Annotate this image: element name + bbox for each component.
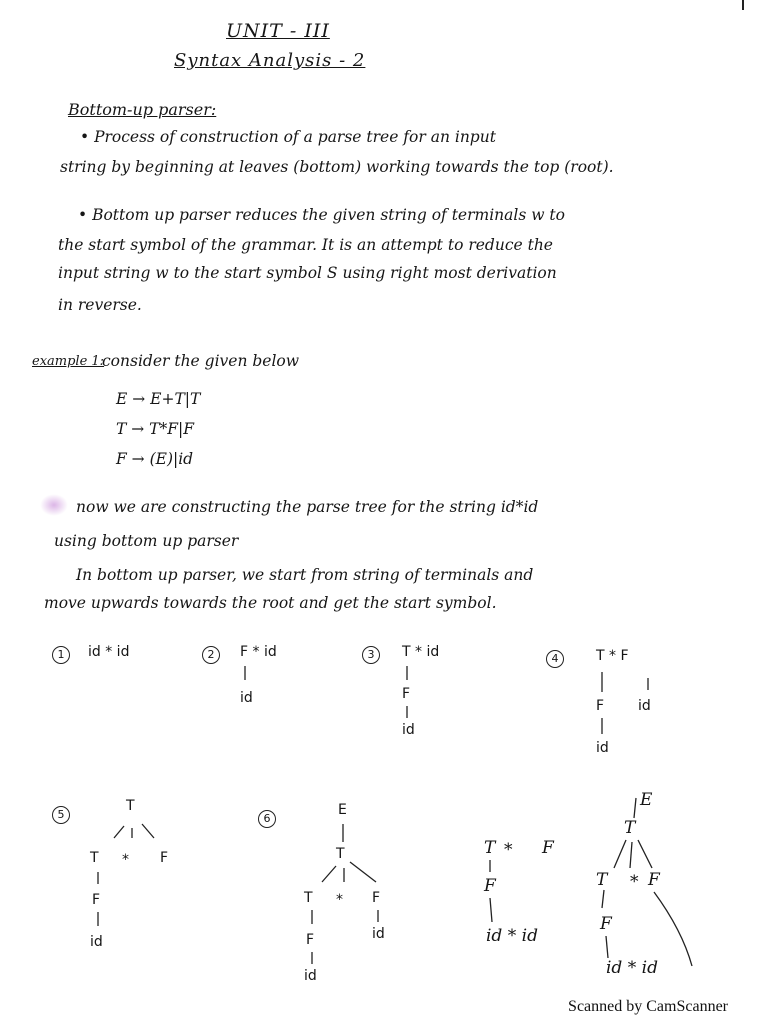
paragraph-1-line-1: • Process of construction of a parse tree for an input [80, 128, 496, 146]
side-tree-a-bottom: id * id [486, 926, 538, 946]
side-tree-a-t: T [484, 838, 496, 858]
side-tree-a-f: F [542, 838, 554, 858]
step-4-left-leaf: id [596, 740, 609, 756]
paragraph-1-line-2: string by beginning at leaves (bottom) working towards the top (root). [60, 158, 614, 176]
step-3-edges [402, 644, 492, 744]
step-6-tree [296, 802, 406, 992]
side-tree-b-star: * [630, 872, 639, 892]
paragraph-2-line-1: • Bottom up parser reduces the given string of terminals w to [78, 206, 565, 224]
step-5-t: T [90, 850, 99, 866]
step-3-string: T * id [402, 644, 440, 660]
step-6-number: 6 [258, 810, 276, 828]
step-4-right-leaf: id [638, 698, 651, 714]
step-5-tree [84, 798, 194, 958]
step-6-f2: F [306, 932, 315, 948]
example-label: example 1: [32, 354, 105, 369]
step-3-tree [402, 644, 492, 744]
paragraph-2-line-2: the start symbol of the grammar. It is an attempt to reduce the [58, 236, 553, 254]
step-5-leaf: id [90, 934, 103, 950]
side-tree-b [592, 790, 712, 990]
step-5-f: F [160, 850, 169, 866]
explanation-line-3: In bottom up parser, we start from string of terminals and [76, 566, 534, 584]
step-5-number: 5 [52, 806, 70, 824]
step-6-t1: T [336, 846, 345, 862]
step-4-string: T * F [596, 648, 629, 664]
side-tree-b-t2: T [596, 870, 608, 890]
side-tree-b-t: T [624, 818, 636, 838]
step-1-tree [88, 644, 129, 660]
grammar-rule-t: T → T*F|F [116, 420, 194, 438]
margin-mark [742, 0, 744, 10]
step-4-number: 4 [546, 650, 564, 668]
scanner-watermark: Scanned by CamScanner [568, 998, 728, 1015]
side-tree-a-star: * [504, 840, 513, 860]
step-3-mid: F [402, 686, 411, 702]
step-2-number: 2 [202, 646, 220, 664]
step-6-root: E [338, 802, 347, 818]
step-1-number: 1 [52, 646, 70, 664]
step-6-t2: T [304, 890, 313, 906]
step-2-leaf: id [240, 690, 253, 706]
highlighter-mark [40, 494, 68, 516]
step-4-left-mid: F [596, 698, 605, 714]
step-6-star: * [336, 892, 343, 908]
side-tree-b-f2: F [600, 914, 612, 934]
explanation-line-1: now we are constructing the parse tree for the string id*id [76, 498, 539, 516]
step-2-tree [240, 644, 330, 714]
example-intro: consider the given below [102, 352, 300, 370]
explanation-line-2: using bottom up parser [54, 532, 239, 550]
step-5-mid: F [92, 892, 101, 908]
page-subtitle: Syntax Analysis - 2 [174, 50, 366, 71]
step-2-edges [240, 644, 330, 714]
step-6-leaf1: id [372, 926, 385, 942]
unit-title: UNIT - III [226, 20, 330, 42]
section-heading: Bottom-up parser: [68, 100, 217, 119]
paragraph-2-line-4: in reverse. [58, 296, 142, 314]
side-tree-b-e: E [640, 790, 653, 810]
step-3-leaf: id [402, 722, 415, 738]
grammar-rule-f: F → (E)|id [116, 450, 194, 468]
explanation-line-4: move upwards towards the root and get the start symbol. [44, 594, 497, 612]
side-tree-b-f: F [648, 870, 660, 890]
step-5-root: T [126, 798, 135, 814]
grammar-rule-e: E → E+T|T [116, 390, 201, 408]
step-6-leaf2: id [304, 968, 317, 984]
step-1-string: id * id [88, 644, 130, 660]
side-tree-a [482, 838, 592, 958]
side-tree-b-bottom: id * id [606, 958, 658, 978]
side-tree-a-f2: F [484, 876, 496, 896]
step-4-tree [596, 648, 686, 758]
paragraph-2-line-3: input string w to the start symbol S using right most derivation [58, 264, 557, 282]
step-3-number: 3 [362, 646, 380, 664]
step-2-string: F * id [240, 644, 277, 660]
step-5-star: * [122, 852, 129, 868]
step-6-f: F [372, 890, 381, 906]
